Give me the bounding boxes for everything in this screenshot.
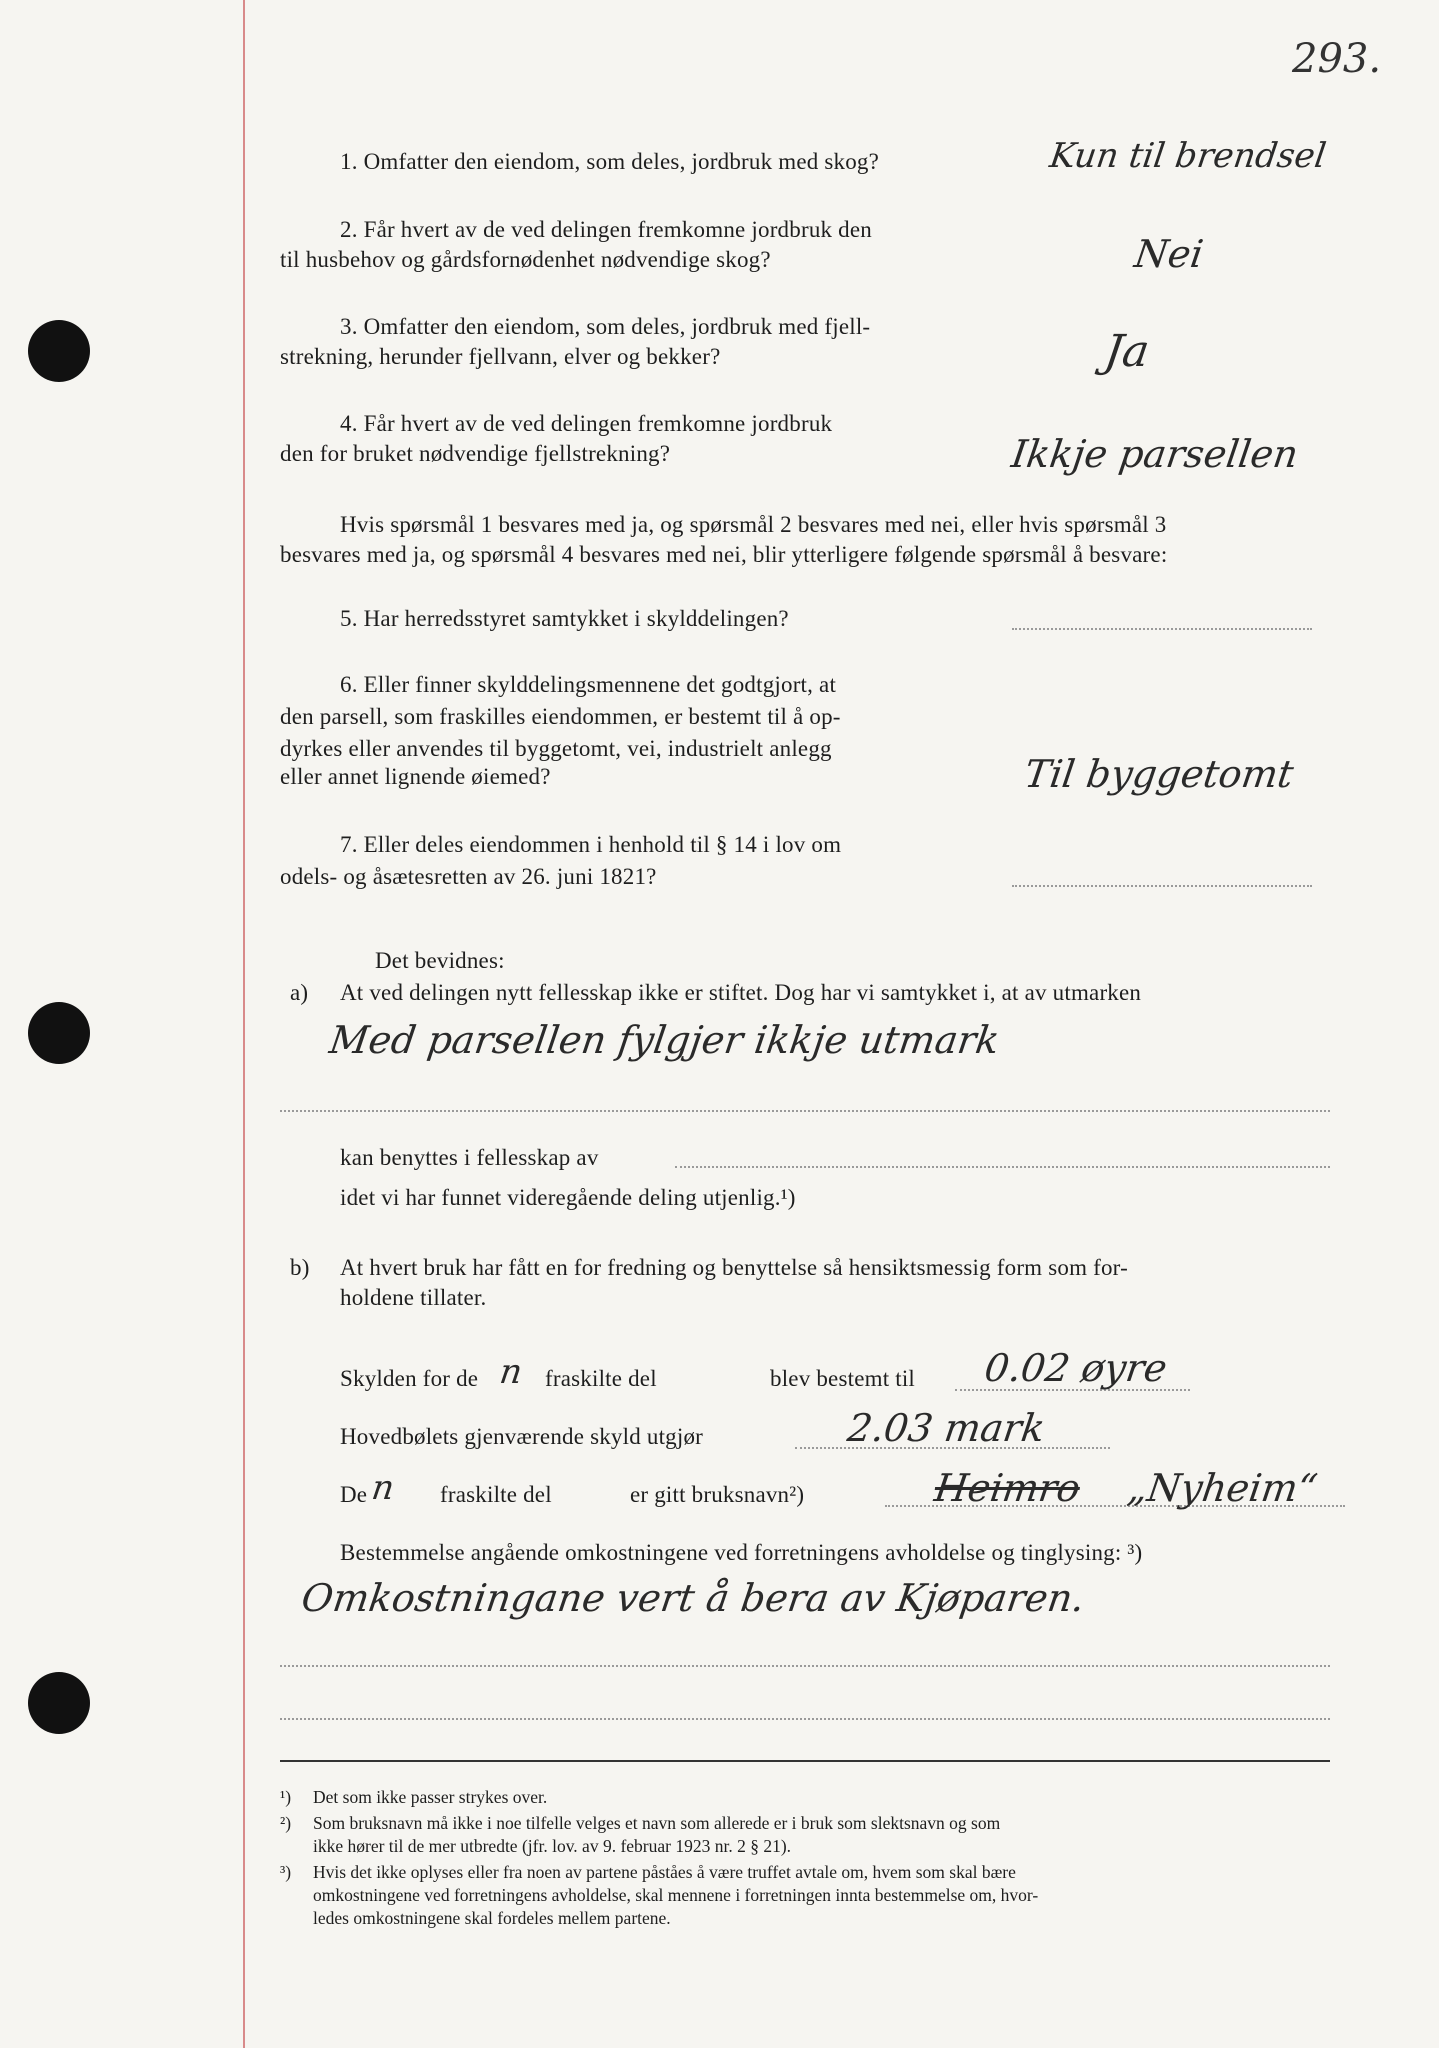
den-label-b: fraskilte del [440,1482,552,1507]
question-6-line-3: dyrkes eller anvendes til byggetomt, vei, industrielt anlegg [280,736,832,761]
question-3-line-2: strekning, herunder fjellvann, elver og bekker? [280,344,721,369]
hoved-value: 2.03 mark [844,1406,1048,1450]
question-6-line-1: 6. Eller finner skylddelingsmennene det godtgjort, at [340,672,837,697]
shared-use-line [675,1166,1330,1168]
question-6-line-2: den parsell, som fraskilles eiendommen, er bestemt til å op- [280,704,841,729]
bruksnavn-struck: Heimro [931,1466,1083,1510]
red-margin-line [243,0,245,2048]
attest-a-line [280,1110,1330,1112]
footnote-2-mark: ²) [280,1813,292,1833]
question-2-line-2: til husbehov og gårdsfornødenhet nødvendige skog? [280,247,771,272]
footnote-separator [280,1760,1330,1762]
footnote-3-line-3: ledes omkostningene skal fordeles mellem partene. [313,1908,671,1928]
punch-hole-top [28,320,90,382]
footnote-3-line-1: Hvis det ikke oplyses eller fra noen av partene påståes å være truffet avtale om, hvem som skal bære [313,1862,1016,1882]
footnote-3-line-2: omkostningene ved forretningens avholdelse, skal mennene i forretningen innta bestemmelse om, hvor- [313,1885,1039,1905]
den-label-a: De [340,1482,368,1507]
answer-1: Kun til brendsel [1047,136,1329,176]
question-4-line-2: den for bruket nødvendige fjellstrekning? [280,441,671,466]
question-7-line-2: odels- og åsætesretten av 26. juni 1821? [280,864,657,889]
skyld-handwritten-n: n [497,1352,525,1392]
omkostning-line-2 [280,1718,1330,1720]
footnote-3-mark: ³) [280,1862,292,1882]
answer-2: Nei [1131,232,1206,276]
attest-b-line-2: holdene tillater. [340,1285,487,1310]
skyld-value: 0.02 øyre [981,1346,1170,1390]
attest-b-label: b) [290,1255,310,1280]
den-label-c: er gitt bruksnavn²) [630,1482,805,1507]
punch-hole-middle [28,1002,90,1064]
attest-a-label: a) [290,980,309,1005]
shared-use-label: kan benyttes i fellesskap av [340,1145,599,1170]
footnote-2-line-2: ikke hører til de mer utbredte (jfr. lov. av 9. februar 1923 nr. 2 § 21). [313,1836,792,1856]
question-7-line-1: 7. Eller deles eiendommen i henhold til § 14 i lov om [340,832,842,857]
hoved-label: Hovedbølets gjenværende skyld utgjør [340,1424,704,1449]
footnote-1: Det som ikke passer strykes over. [313,1787,548,1807]
attest-a-answer: Med parsellen fylgjer ikkje utmark [326,1018,1003,1062]
shared-use-reason: idet vi har funnet videregående deling utjenlig.¹) [340,1185,796,1210]
answer-6: Til byggetomt [1021,752,1297,796]
footnote-1-mark: ¹) [280,1787,292,1807]
question-5: 5. Har herredsstyret samtykket i skylddelingen? [340,606,789,631]
attest-heading: Det bevidnes: [375,948,505,973]
question-6-line-4: eller annet lignende øiemed? [280,764,551,789]
conditional-intro-line-2: besvares med ja, og spørsmål 4 besvares med nei, blir ytterligere følgende spørsmål å besvare: [280,542,1168,567]
conditional-intro-line-1: Hvis spørsmål 1 besvares med ja, og spørsmål 2 besvares med nei, eller hvis spørsmål 3 [340,512,1167,537]
bruksnavn-value: „Nyheim“ [1124,1466,1321,1510]
den-handwritten-n: n [369,1468,397,1508]
question-4-line-1: 4. Får hvert av de ved delingen fremkomne jordbruk [340,411,833,436]
answer-3: Ja [1101,326,1153,377]
omkostning-line-1 [280,1665,1330,1667]
skyld-label-a: Skylden for de [340,1366,479,1391]
answer-7-line [1012,885,1312,887]
attest-b-line-1: At hvert bruk har fått en for fredning og benyttelse så hensiktsmessig form som for- [340,1255,1128,1280]
page-number: 293. [1292,36,1382,82]
question-1: 1. Omfatter den eiendom, som deles, jordbruk med skog? [340,149,880,174]
answer-4: Ikkje parsellen [1008,432,1301,476]
attest-a-text: At ved delingen nytt fellesskap ikke er stiftet. Dog har vi samtykket i, at av utmarken [340,980,1142,1005]
punch-hole-bottom [28,1672,90,1734]
skyld-label-b: fraskilte del [545,1366,657,1391]
omkostning-value: Omkostningane vert å bera av Kjøparen. [298,1576,1088,1620]
omkostning-label: Bestemmelse angående omkostningene ved forretningens avholdelse og tinglysing: ³) [340,1540,1143,1565]
answer-5-line [1012,628,1312,630]
question-3-line-1: 3. Omfatter den eiendom, som deles, jordbruk med fjell- [340,314,871,339]
footnote-2-line-1: Som bruksnavn må ikke i noe tilfelle velges et navn som allerede er i bruk som slektsnavn og som [313,1813,1001,1833]
question-2-line-1: 2. Får hvert av de ved delingen fremkomne jordbruk den [340,217,872,242]
skyld-label-c: blev bestemt til [770,1366,916,1391]
